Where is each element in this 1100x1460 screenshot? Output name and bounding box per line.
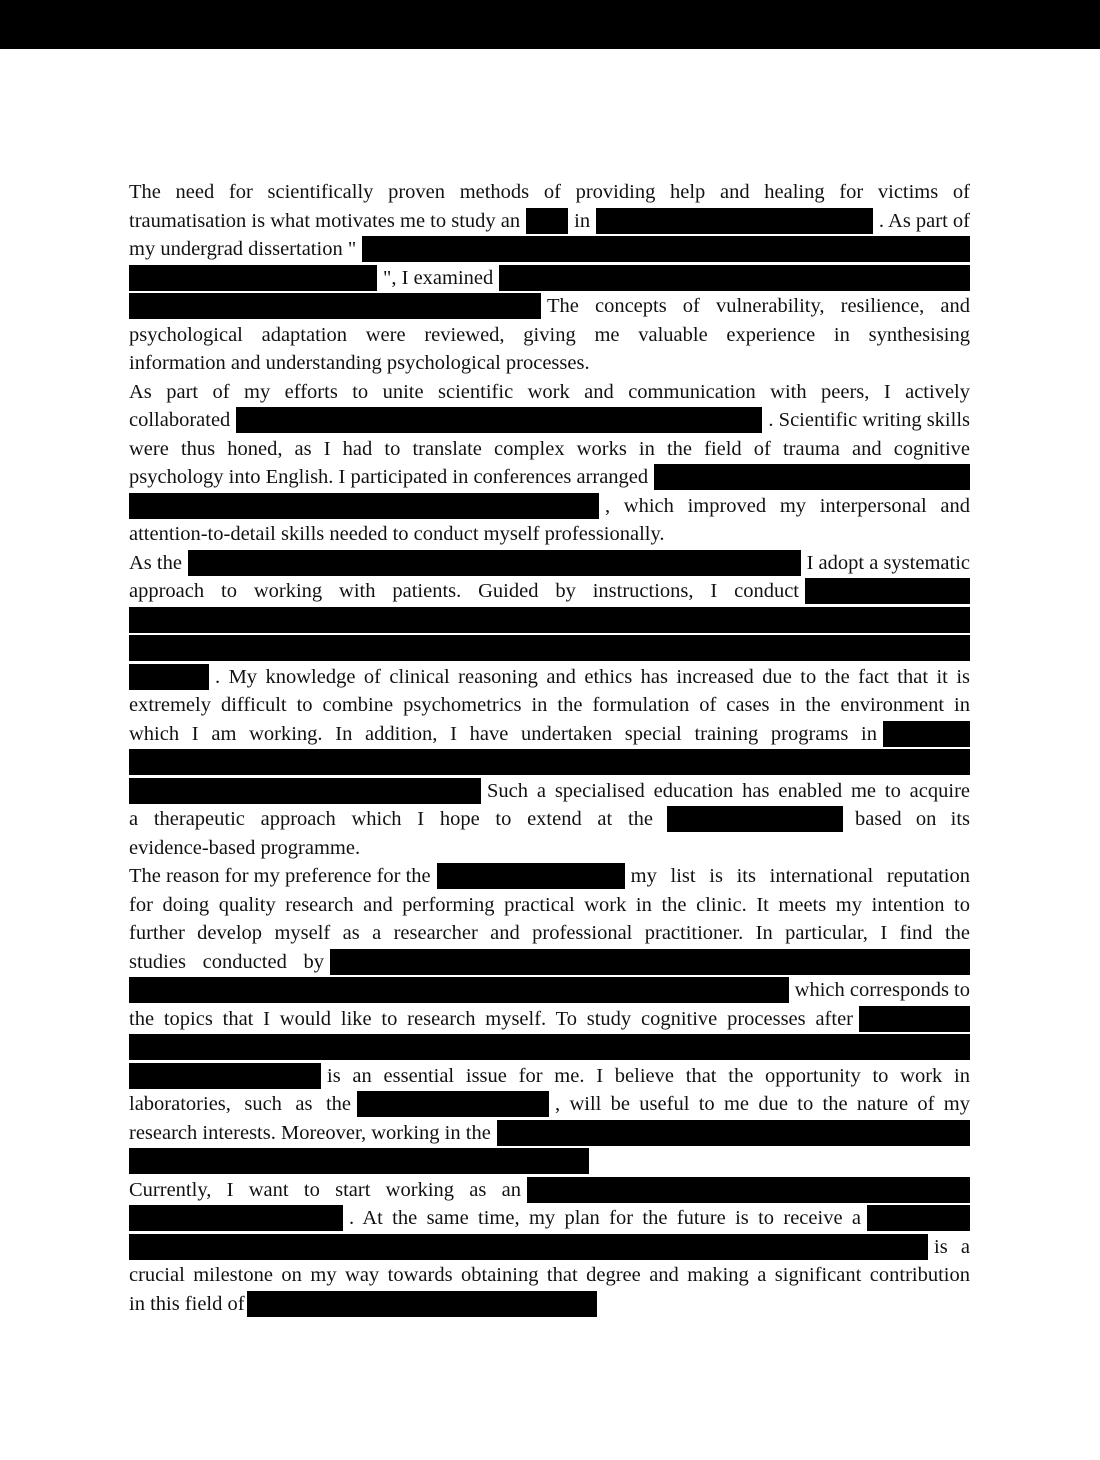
line-text: psychology into English. I participated in conferences arranged (129, 466, 649, 488)
line-text: the topics that I would like to research myself. To study cognitive processes after (129, 1008, 853, 1030)
redaction-bar (129, 1034, 970, 1060)
redaction-bar (129, 778, 481, 804)
text-line (129, 1204, 970, 1232)
line-text: , which improved my interpersonal and (605, 495, 970, 517)
text-line (129, 577, 970, 605)
redaction-bar (805, 578, 970, 604)
line-text: in this field of (129, 1293, 245, 1315)
text-line (129, 862, 970, 890)
text-line (129, 321, 970, 349)
text-line (129, 264, 970, 292)
text-line (129, 777, 970, 805)
line-text: extremely difficult to combine psychometrics in the formulation of cases in the environment in (129, 694, 970, 716)
redaction-bar (129, 635, 970, 661)
line-text: . As part of (878, 210, 970, 232)
text-line (129, 349, 970, 377)
line-text: research interests. Moreover, working in the (129, 1122, 491, 1144)
line-text: collaborated (129, 409, 231, 431)
text-line (129, 1233, 970, 1261)
text-line (129, 720, 970, 748)
line-text: evidence-based programme. (129, 837, 361, 859)
redaction-bar (859, 1006, 970, 1032)
text-line (129, 1176, 970, 1204)
text-line (129, 1005, 970, 1033)
line-text: my list is its international reputation (630, 865, 970, 887)
text-line (129, 976, 970, 1004)
text-line (129, 748, 970, 776)
line-text: The reason for my preference for the (129, 865, 431, 887)
text-line (129, 492, 970, 520)
line-text: information and understanding psychological processes. (129, 352, 590, 374)
line-text: . My knowledge of clinical reasoning and ethics has increased due to the fact that it is (215, 666, 970, 688)
line-text: studies conducted by (129, 951, 324, 973)
line-text: which corresponds to (794, 979, 970, 1001)
line-text: is a (934, 1236, 970, 1258)
line-text: . At the same time, my plan for the future is to receive a (349, 1207, 861, 1229)
line-text: laboratories, such as the (129, 1093, 351, 1115)
line-text: approach to working with patients. Guided by instructions, I conduct (129, 580, 799, 602)
text-line (129, 207, 970, 235)
text-line (129, 378, 970, 406)
line-text: . Scientific writing skills (768, 409, 970, 431)
text-line (129, 1033, 970, 1061)
text-line (129, 805, 970, 833)
text-line (129, 1290, 970, 1318)
text-line (129, 606, 970, 634)
text-line (129, 1062, 970, 1090)
redaction-bar (129, 265, 377, 291)
line-text: The concepts of vulnerability, resilience, and (547, 295, 970, 317)
redaction-bar (527, 1177, 970, 1203)
redaction-bar (499, 265, 970, 291)
redaction-bar (188, 550, 801, 576)
text-line (129, 178, 970, 206)
redaction-bar (867, 1205, 970, 1231)
line-text: is an essential issue for me. I believe that the opportunity to work in (327, 1065, 970, 1087)
redaction-bar (129, 293, 541, 319)
redaction-bar (437, 863, 625, 889)
line-text: based on its (855, 808, 970, 830)
redaction-bar (129, 1205, 343, 1231)
text-line (129, 520, 970, 548)
text-line (129, 1119, 970, 1147)
redaction-bar (526, 208, 568, 234)
line-text: I adopt a systematic (806, 552, 970, 574)
redaction-bar (236, 407, 762, 433)
line-text: which I am working. In addition, I have undertaken special training programs in (129, 723, 877, 745)
text-line (129, 235, 970, 263)
line-text: psychological adaptation were reviewed, giving me valuable experience in synthesising (129, 324, 970, 346)
redaction-bar (129, 977, 789, 1003)
line-text: in (574, 210, 591, 232)
line-text: crucial milestone on my way towards obtaining that degree and making a significant contribution (129, 1264, 970, 1286)
redaction-bar (654, 464, 970, 490)
text-line (129, 691, 970, 719)
line-text: my undergrad dissertation " (129, 238, 357, 260)
line-text: were thus honed, as I had to translate complex works in the field of trauma and cognitive (129, 438, 970, 460)
line-text: traumatisation is what motivates me to study an (129, 210, 521, 232)
line-text: The need for scientifically proven methods of providing help and healing for victims of (129, 181, 970, 203)
redaction-bar (129, 749, 970, 775)
redaction-bar (330, 949, 970, 975)
redaction-bar (129, 607, 970, 633)
text-line (129, 634, 970, 662)
text-line (129, 1090, 970, 1118)
line-text: ", I examined (383, 267, 494, 289)
text-line (129, 948, 970, 976)
line-text: As the (129, 552, 182, 574)
line-text: further develop myself as a researcher and professional practitioner. In particular, I find the (129, 922, 970, 944)
text-line (129, 435, 970, 463)
text-line (129, 663, 970, 691)
redaction-bar (497, 1120, 970, 1146)
line-text: Currently, I want to start working as an (129, 1179, 521, 1201)
redaction-bar (247, 1291, 597, 1317)
redaction-bar (129, 1234, 928, 1260)
redaction-bar (667, 806, 843, 832)
text-line (129, 1147, 970, 1175)
line-text: for doing quality research and performing practical work in the clinic. It meets my intention to (129, 894, 970, 916)
redaction-bar (596, 208, 873, 234)
redaction-bar (129, 664, 209, 690)
line-text: attention-to-detail skills needed to conduct myself professionally. (129, 523, 665, 545)
text-line (129, 1261, 970, 1289)
line-text: , will be useful to me due to the nature of my (555, 1093, 970, 1115)
redaction-bar (129, 493, 599, 519)
text-line (129, 834, 970, 862)
line-text: As part of my efforts to unite scientific work and communication with peers, I actively (129, 381, 970, 403)
redaction-bar (357, 1091, 549, 1117)
redaction-bar (129, 1063, 321, 1089)
text-line (129, 891, 970, 919)
text-line (129, 549, 970, 577)
line-text: Such a specialised education has enabled me to acquire (487, 780, 970, 802)
text-line (129, 919, 970, 947)
text-line (129, 463, 970, 491)
redaction-bar (883, 721, 970, 747)
redaction-bar (129, 1148, 589, 1174)
line-text: a therapeutic approach which I hope to extend at the (129, 808, 653, 830)
text-line (129, 292, 970, 320)
text-line (129, 406, 970, 434)
redaction-bar (362, 236, 970, 262)
